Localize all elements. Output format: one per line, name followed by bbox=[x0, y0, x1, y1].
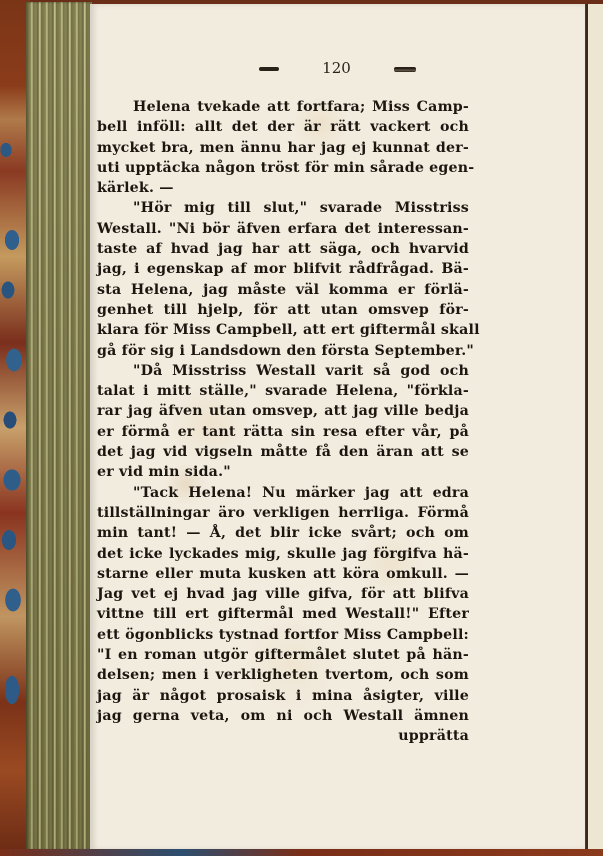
text-line: "Hör mig till slut," svarade Misstriss bbox=[133, 200, 469, 217]
text-line: kärlek. — bbox=[97, 180, 174, 197]
text-line: Westall. "Ni bör äfven erfara det interessan- bbox=[97, 220, 469, 237]
text-line: Jag vet ej hvad jag ville gifva, för att blifva bbox=[97, 586, 469, 603]
text-line: sta Helena, jag måste väl komma er förlä- bbox=[97, 281, 469, 298]
text-line: tillställningar äro verkligen herrliga. Förmå bbox=[97, 504, 469, 521]
text-line: klara för Miss Campbell, att ert giftermål skall bbox=[97, 322, 480, 339]
ornament-right-icon bbox=[394, 67, 416, 72]
text-line: delsen; men i verkligheten tvertom, och som bbox=[97, 667, 469, 684]
bottom-cover-edge bbox=[0, 849, 603, 856]
text-line: er förmå er tant rätta sin resa efter vår, på bbox=[97, 423, 469, 440]
text-line: bell inföll: allt det der är rätt vackert och bbox=[97, 119, 469, 136]
text-line: det jag vid vigseln måtte få den äran att se bbox=[97, 444, 469, 461]
text-line: Helena tvekade att fortfara; Miss Camp- bbox=[133, 99, 469, 115]
text-line: jag gerna veta, om ni och Westall ämnen bbox=[97, 707, 469, 724]
text-line: genhet till hjelp, för att utan omsvep för- bbox=[97, 301, 469, 318]
text-line: ett ögonblicks tystnad fortfor Miss Campbell: bbox=[97, 626, 469, 643]
text-line: uti upptäcka någon tröst för min sårade egen- bbox=[97, 159, 475, 176]
catchword: upprätta bbox=[398, 728, 469, 745]
text-line: rar jag äfven utan omsvep, att jag ville bedja bbox=[97, 403, 469, 420]
text-line: min tant! — Å, det blir icke svårt; och om bbox=[97, 525, 469, 542]
ornament-left-icon bbox=[259, 67, 279, 71]
page-edges bbox=[26, 2, 92, 850]
text-line: talat i mitt ställe," svarade Helena, "förkla- bbox=[97, 383, 469, 400]
text-line: "Tack Helena! Nu märker jag att edra bbox=[133, 484, 469, 501]
body-text bbox=[97, 97, 480, 747]
text-line: det icke lyckades mig, skulle jag förgifva hä- bbox=[97, 545, 469, 562]
text-line: "I en roman utgör giftermålet slutet på hän- bbox=[97, 647, 469, 664]
text-line: starne eller muta kusken att köra omkull. — bbox=[97, 565, 469, 582]
page-header bbox=[90, 59, 585, 79]
text-line: er vid min sida." bbox=[97, 464, 231, 481]
text-line: gå för sig i Landsdown den första September." bbox=[97, 342, 474, 359]
facing-page-edge bbox=[586, 4, 603, 850]
text-line: mycket bra, men ännu har jag ej kunnat der- bbox=[97, 139, 469, 156]
text-line: "Då Misstriss Westall varit så god och bbox=[133, 362, 469, 379]
text-line: taste af hvad jag har att säga, och hvarvid bbox=[97, 241, 469, 258]
text-line: vittne till ert giftermål med Westall!" Efter bbox=[97, 606, 469, 623]
text-line: jag är något prosaisk i mina åsigter, ville bbox=[97, 687, 469, 704]
text-line: jag, i egenskap af mor blifvit rådfrågad. Bä- bbox=[97, 261, 469, 278]
page-number: 120 bbox=[322, 59, 351, 77]
